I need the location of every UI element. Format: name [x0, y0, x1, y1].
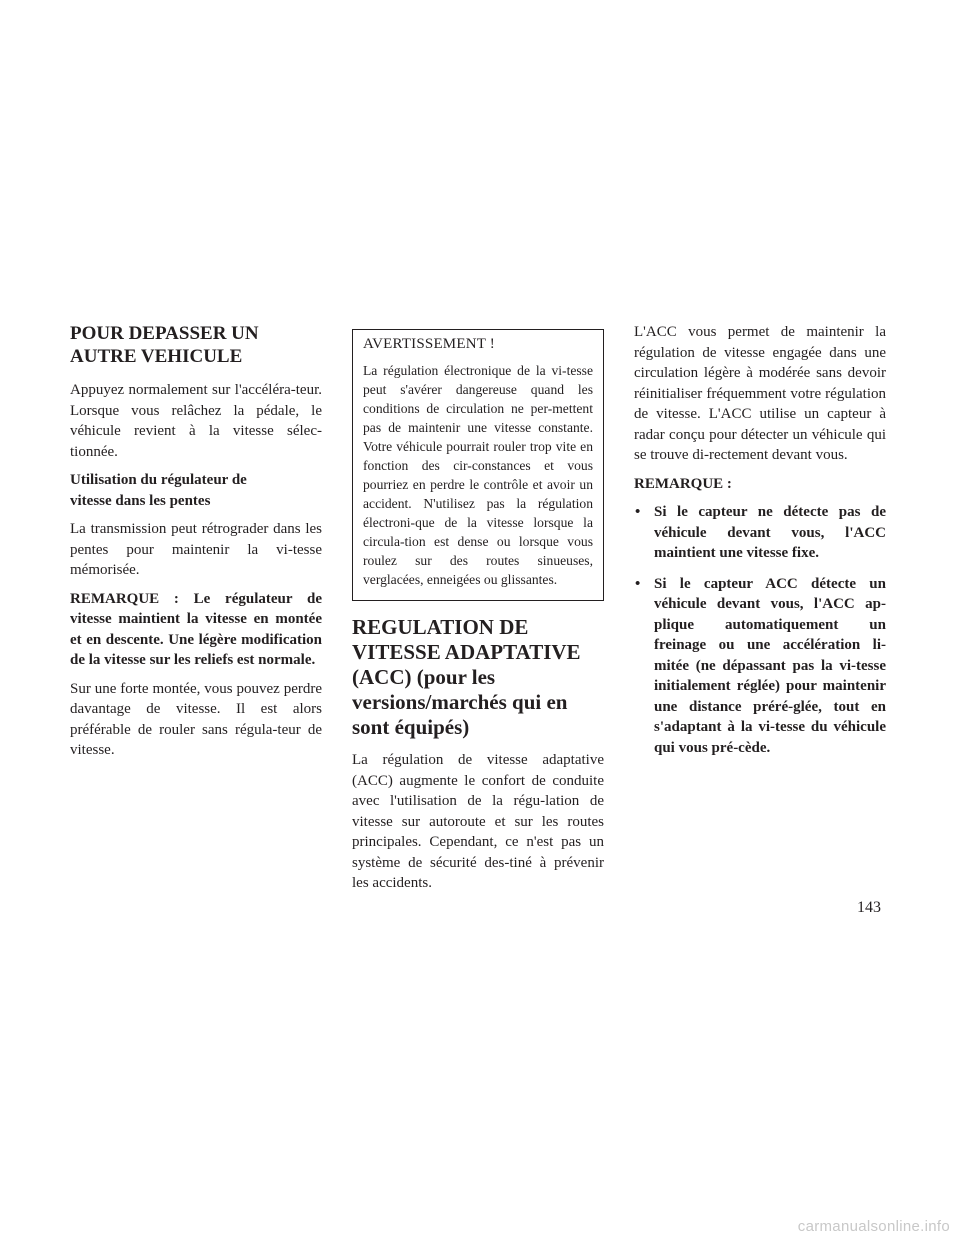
list-item	[634, 574, 886, 759]
section-heading-overtaking	[70, 322, 322, 368]
list-item-text: Si le capteur ACC détecte un véhicule devant vous, l'ACC ap-plique automatiquement un freinage ou une accélération li-mitée (ne dépassant pas la vi-tesse initialement réglée) pour maintenir une distance préré-glée, tout en s'adaptant à la vi-tesse du véhicule qui vous pré-cède.	[654, 575, 886, 756]
heading-line: sont équipés)	[352, 715, 470, 739]
list-item-text: Si le capteur ne détecte pas de véhicule devant vous, l'ACC maintient une vitesse fixe.	[654, 504, 886, 561]
middle-column	[352, 329, 604, 902]
warning-box	[352, 329, 604, 601]
right-column	[634, 322, 886, 768]
subheading-line: vitesse dans les pentes	[70, 492, 211, 509]
section-heading-acc	[352, 615, 604, 740]
left-column	[70, 322, 322, 769]
heading-line: VITESSE ADAPTATIVE	[352, 640, 581, 664]
heading-line: versions/marchés qui en	[352, 690, 568, 714]
warning-text: La régulation électronique de la vi-tesse peut s'avérer dangereuse quand les conditions de circulation ne per-mettent pas de maintenir une vitesse constante. Votre véhicule pourrait rouler trop vite en fonction des cir-constances et vous pourriez en perdre le contrôle et avoir un accident. N'utilisez pas la régulation électroni-que de la vitesse lorsque la circula-tion est dense ou lorsque vous roulez sur des routes sinueuses, verglacées, enneigées ou glissantes.	[363, 363, 593, 587]
page-number: 143	[857, 899, 881, 916]
subheading-line: Utilisation du régulateur de	[70, 472, 247, 488]
heading-line: (ACC) (pour les	[352, 665, 496, 689]
warning-title: AVERTISSEMENT !	[363, 336, 495, 352]
paragraph: L'ACC vous permet de maintenir la régulation de vitesse engagée dans une circulation légère à modérée sans devoir réinitialiser fréquemment votre régulation de vitesse. L'ACC utilise un capteur à radar conçu pour détecter un véhicule qui se trouve di-rectement devant vous.	[634, 324, 886, 463]
list-item	[634, 502, 886, 564]
paragraph: La transmission peut rétrograder dans les pentes pour maintenir la vi-tesse mémorisée.	[70, 521, 322, 578]
bullet-icon: •	[635, 575, 641, 592]
bullet-icon: •	[635, 504, 641, 520]
paragraph: Sur une forte montée, vous pouvez perdre davantage de vitesse. Il est alors préférable de rouler sans régula-teur de vitesse.	[70, 680, 322, 758]
watermark: carmanualsonline.info	[797, 1218, 950, 1235]
note-paragraph: REMARQUE : Le régulateur de vitesse maintient la vitesse en montée et en descente. Une légère modification de la vitesse sur les reliefs est normale.	[70, 590, 322, 668]
heading-line: REGULATION DE	[352, 615, 529, 639]
subheading-slopes	[70, 470, 322, 511]
bullet-list	[634, 502, 886, 758]
paragraph: Appuyez normalement sur l'accéléra-teur. Lorsque vous relâchez la pédale, le véhicule revient à la vitesse sélec-tionnée.	[70, 382, 322, 460]
heading-line: POUR DEPASSER UN	[70, 323, 259, 344]
heading-line: AUTRE VEHICULE	[70, 346, 243, 367]
paragraph: La régulation de vitesse adaptative (ACC) augmente le confort de conduite avec l'utilisation de la régu-lation de vitesse sur autoroute et sur les routes principales. Cependant, ce n'est pas un système de sécurité des-tiné à prévenir les accidents.	[352, 752, 604, 891]
note-label: REMARQUE :	[634, 475, 732, 492]
